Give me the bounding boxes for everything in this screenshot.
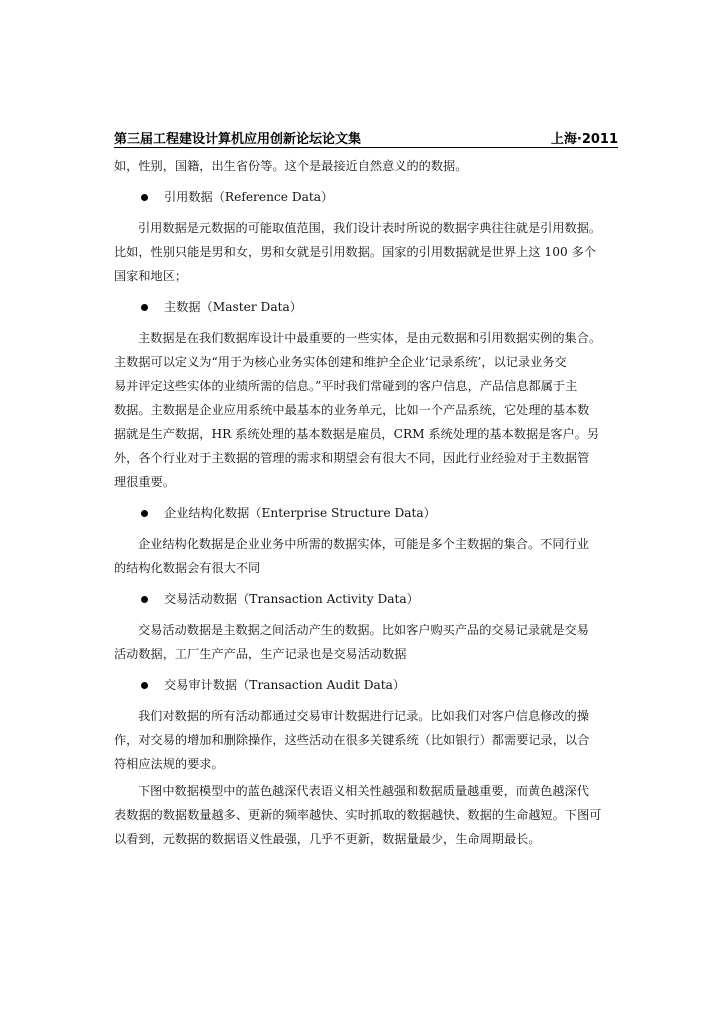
paragraph-line: 据就是生产数据，HR 系统处理的基本数据是雇员，CRM 系统处理的基本数据是客户。另 (114, 427, 600, 441)
bullet-label: 交易审计数据（Transaction Audit Data） (164, 678, 406, 692)
paragraph-line: 活动数据，工厂生产产品，生产记录也是交易活动数据 (114, 647, 407, 661)
bullet-dot-icon (141, 194, 148, 201)
paragraph-line: 我们对数据的所有活动都通过交易审计数据进行记录。比如我们对客户信息修改的操 (138, 709, 589, 723)
paragraph-line: 以看到，元数据的数据语义性最强，几乎不更新，数据量最少，生命周期最长。 (114, 832, 541, 846)
document-body (114, 154, 618, 854)
bullet-label: 引用数据（Reference Data） (164, 190, 334, 204)
paragraph-line: 易并评定这些实体的业绩所需的信息。”平时我们常碰到的客户信息，产品信息都属于主 (114, 379, 578, 393)
paragraph-line: 国家和地区； (114, 269, 188, 283)
bullet-label: 主数据（Master Data） (164, 300, 302, 314)
bullet-label: 交易活动数据（Transaction Activity Data） (164, 592, 419, 606)
paragraph-line: 作，对交易的增加和删除操作，这些活动在很多关键系统（比如银行）都需要记录，以合 (114, 733, 590, 747)
header-title: 第三届工程建设计算机应用创新论坛论文集 (114, 132, 362, 147)
bullet-transaction-audit-data (114, 673, 618, 697)
paragraph-transaction-activity-data (114, 618, 618, 666)
paragraph-line: 表数据的数据数量越多、更新的频率越快、实时抓取的数据越快、数据的生命越短。下图可 (114, 808, 602, 822)
bullet-dot-icon (141, 596, 148, 603)
paragraph-line: 数据。主数据是企业应用系统中最基本的业务单元，比如一个产品系统，它处理的基本数 (114, 403, 590, 417)
intro-line: 如，性别，国籍，出生省份等。这个是最接近自然意义的的数据。 (114, 159, 468, 173)
intro-paragraph (114, 154, 618, 178)
paragraph-line: 理很重要。 (114, 475, 175, 489)
paragraph-line: 符相应法规的要求。 (114, 757, 224, 771)
paragraph-reference-data (114, 216, 618, 288)
header-location-year: 上海·2011 (550, 132, 618, 147)
paragraph-line: 比如，性别只能是男和女，男和女就是引用数据。国家的引用数据就是世界上这 100 多个 (114, 245, 596, 259)
bullet-label: 企业结构化数据（Enterprise Structure Data） (164, 506, 436, 520)
paragraph-line: 引用数据是元数据的可能取值范围，我们设计表时所说的数据字典往往就是引用数据。 (138, 221, 602, 235)
paragraph-line: 企业结构化数据是企业业务中所需的数据实体，可能是多个主数据的集合。不同行业 (138, 537, 589, 551)
paragraph-line: 主数据是在我们数据库设计中最重要的一些实体，是由元数据和引用数据实例的集合。 (138, 331, 602, 345)
bullet-dot-icon (141, 304, 148, 311)
closing-paragraph (114, 779, 618, 851)
paragraph-transaction-audit-data (114, 704, 618, 776)
bullet-dot-icon (141, 682, 148, 689)
bullet-transaction-activity-data (114, 587, 618, 611)
bullet-reference-data (114, 185, 618, 209)
page-header (114, 124, 618, 146)
header-divider (114, 147, 618, 148)
paragraph-line: 的结构化数据会有很大不同 (114, 561, 261, 575)
bullet-dot-icon (141, 510, 148, 517)
bullet-enterprise-structure-data (114, 501, 618, 525)
paragraph-line: 交易活动数据是主数据之间活动产生的数据。比如客户购买产品的交易记录就是交易 (138, 623, 589, 637)
paragraph-master-data (114, 326, 618, 494)
paragraph-line: 下图中数据模型中的蓝色越深代表语义相关性越强和数据质量越重要，而黄色越深代 (138, 784, 589, 798)
bullet-master-data (114, 295, 618, 319)
paragraph-line: 主数据可以定义为“用于为核心业务实体创建和维护全企业‘记录系统’，以记录业务交 (114, 355, 567, 369)
paragraph-line: 外，各个行业对于主数据的管理的需求和期望会有很大不同，因此行业经验对于主数据管 (114, 451, 590, 465)
paragraph-enterprise-structure-data (114, 532, 618, 580)
